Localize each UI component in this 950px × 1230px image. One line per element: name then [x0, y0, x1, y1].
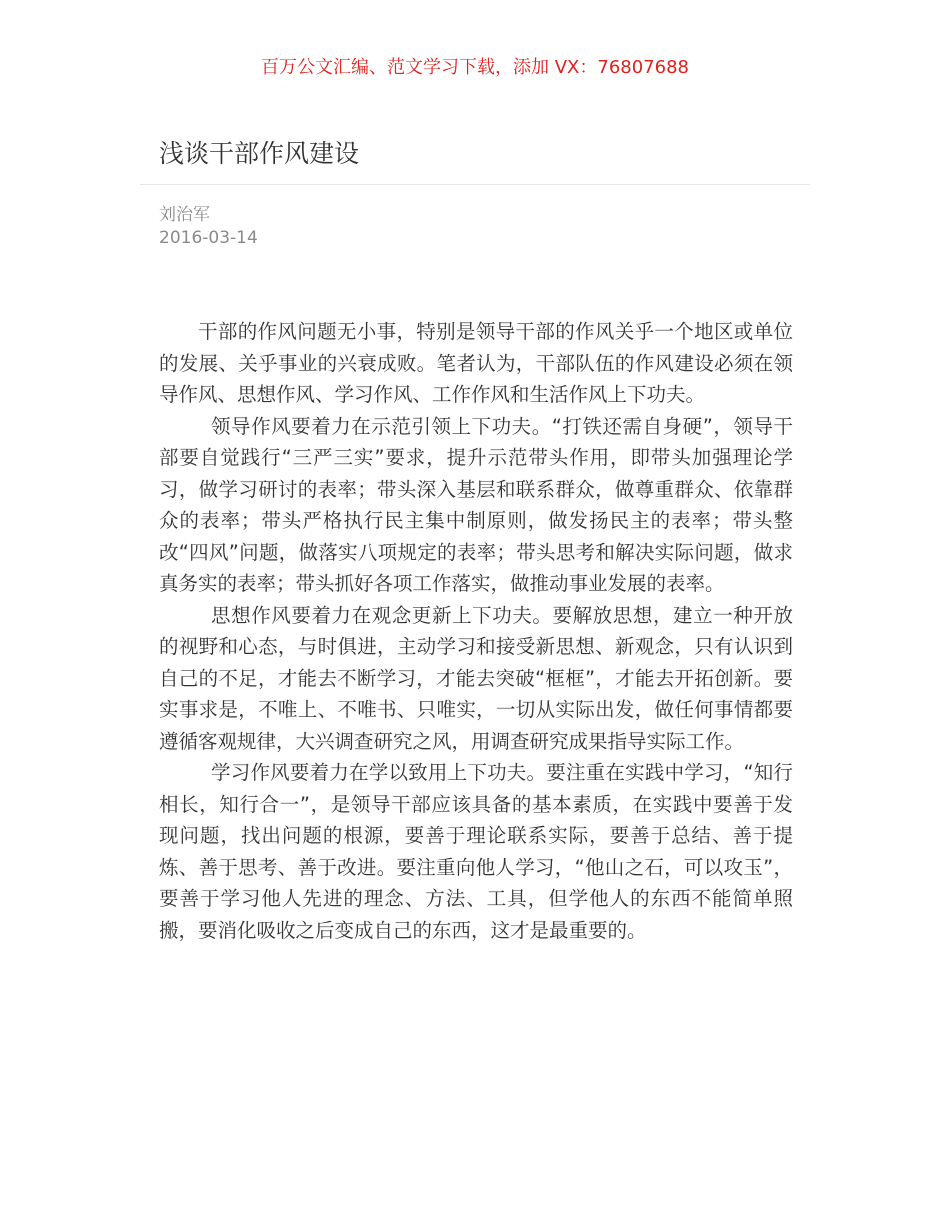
- article-body: [159, 316, 793, 946]
- publish-date: 2016-03-14: [159, 228, 258, 248]
- paragraph-leadership: 领导作风要着力在示范引领上下功夫。“打铁还需自身硬”，领导干部要自觉践行“三严三实”要求，提升示范带头作用，即带头加强理论学习，做学习研讨的表率；带头深入基层和联系群众，做尊重群众、依靠群众的表率；带头严格执行民主集中制原则，做发扬民主的表率；带头整改“四风”问题，做落实八项规定的表率；带头思考和解决实际问题，做求真务实的表率；带头抓好各项工作落实，做推动事业发展的表率。: [159, 414, 793, 595]
- paragraph-learning: 学习作风要着力在学以致用上下功夫。要注重在实践中学习，“知行相长，知行合一”，是领导干部应该具备的基本素质，在实践中要善于发现问题，找出问题的根源，要善于理论联系实际，要善于总结、善于提炼、善于思考、善于改进。要注重向他人学习，“他山之石，可以攻玉”，要善于学习他人先进的理念、方法、工具，但学他人的东西不能简单照搬，要消化吸收之后变成自己的东西，这才是最重要的。: [159, 761, 793, 942]
- paragraph-intro: 干部的作风问题无小事，特别是领导干部的作风关乎一个地区或单位的发展、关乎事业的兴衰成败。笔者认为，干部队伍的作风建设必须在领导作风、思想作风、学习作风、工作作风和生活作风上下功夫。: [159, 320, 793, 406]
- paragraph-thinking: 思想作风要着力在观念更新上下功夫。要解放思想，建立一种开放的视野和心态，与时俱进，主动学习和接受新思想、新观念，只有认识到自己的不足，才能去不断学习，才能去突破“框框”，才能去开拓创新。要实事求是，不唯上、不唯书、只唯实，一切从实际出发，做任何事情都要遵循客观规律，大兴调查研究之风，用调查研究成果指导实际工作。: [159, 603, 793, 753]
- article-meta: [159, 204, 258, 250]
- promo-banner: 百万公文汇编、范文学习下载，添加 VX：76807688: [261, 57, 689, 78]
- title-divider: [140, 184, 810, 185]
- article-title: 浅谈干部作风建设: [159, 139, 360, 168]
- author-name: 刘治军: [159, 205, 210, 225]
